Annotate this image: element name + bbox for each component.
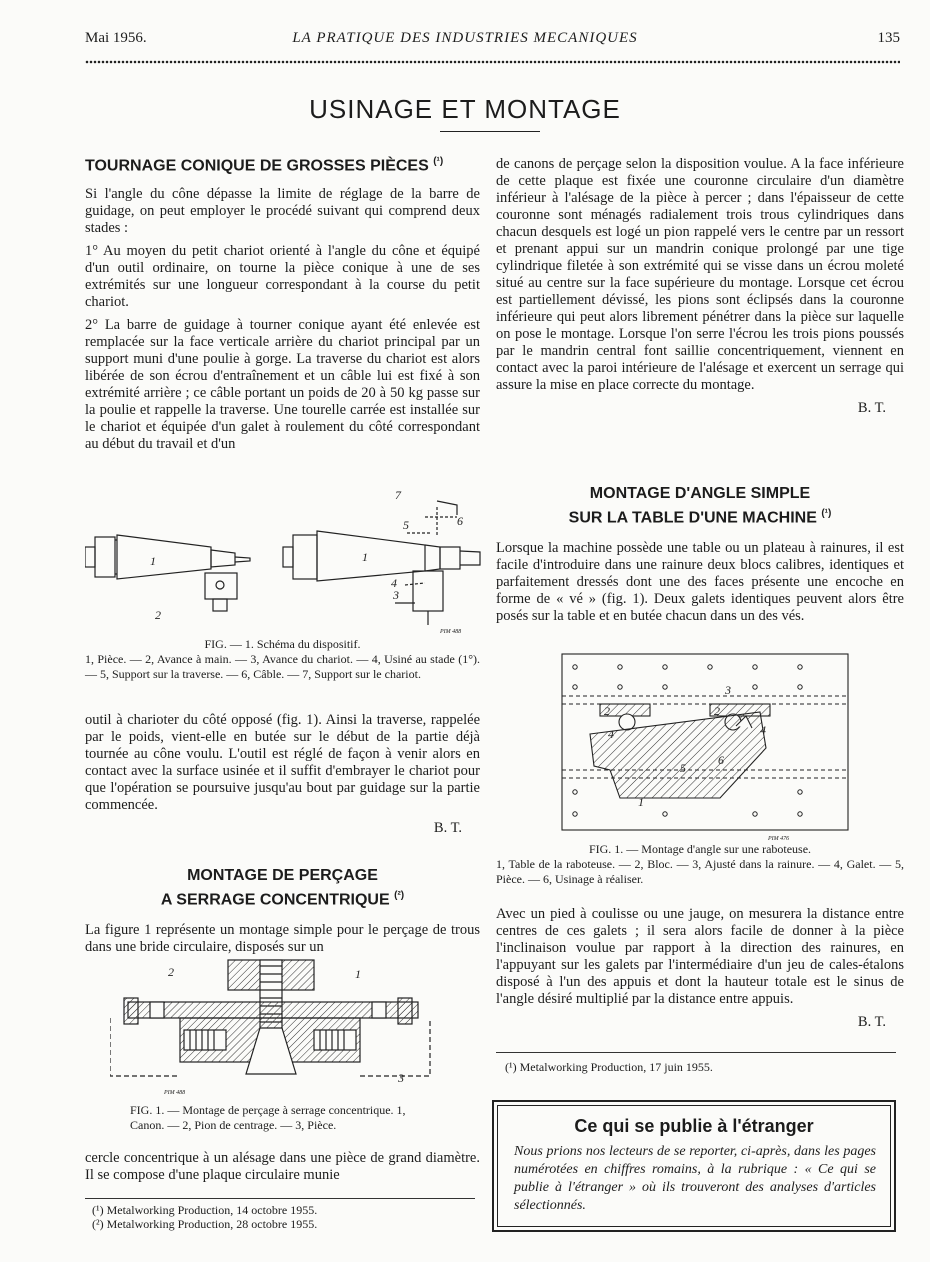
angle-fig-code: PIM 476 xyxy=(768,836,790,842)
article1-paragraph-2: 1° Au moyen du petit chariot orienté à l'angle du cône et équipé d'un outil ordinaire, on tourne la pièce conique à une de ses extrémités sur une longueur correspondant à la course du petit chariot. xyxy=(85,243,480,311)
lathe-schematic-figure xyxy=(85,485,485,635)
article2-continuation xyxy=(85,1150,480,1190)
article1-note: (¹) xyxy=(433,156,444,167)
article3-note: (¹) xyxy=(821,508,832,519)
article1-paragraph-4: outil à charioter du côté opposé (fig. 1). Ainsi la traverse, rappelée par le poids, vient-elle en butée sur le début de la partie déjà tournée au cône voulu. L'outil est réglé de façon à venir alors en contact avec la surface usinée et il suffit d'embrayer le chariot pour que l'opération se poursuive jusqu'au bout par guidage sur la partie commencée. xyxy=(85,712,480,813)
angle-fig-caption-text: 1, Table de la raboteuse. — 2, Bloc. — 3, Ajusté dans la rainure. — 4, Galet. — 5, Pièce. — 6, Usinage à réaliser. xyxy=(496,857,904,886)
angle-label-6: 6 xyxy=(718,753,724,767)
footnote-2: (²) Metalworking Production, 28 octobre 1955. xyxy=(92,1217,318,1231)
angle-fig-caption-title: FIG. 1. — Montage d'angle sur une raboteuse. xyxy=(588,842,812,856)
article2-paragraph-2: cercle concentrique à un alésage dans une pièce de grand diamètre. Il se compose d'une plaque circulaire munie xyxy=(85,1150,480,1183)
fig1-label-7: 7 xyxy=(395,488,401,502)
header-journal: LA PRATIQUE DES INDUSTRIES MECANIQUES xyxy=(292,30,638,46)
article3-paragraph-2: Avec un pied à coulisse ou une jauge, on mesurera la distance entre centres de ces galets ; il sera alors facile de donner à la pièce l'inclinaison voulue par rapport à la direction des rainures, en l'appuyant sur les galets par l'intermédiaire d'un jeu de cales-étalons disposé à l'un des appuis et dont la hauteur totale est le sinus de l'angle désiré multiplié par la distance entre appuis. xyxy=(496,906,904,1007)
angle-label-2-right: 2 xyxy=(714,704,720,718)
fig1-label-4: 4 xyxy=(391,576,397,590)
angle-label-3: 3 xyxy=(725,683,731,697)
article1-title: TOURNAGE CONIQUE DE GROSSES PIÈCES $^{(^1)}$ xyxy=(85,156,444,175)
angle-label-1: 1 xyxy=(638,795,644,809)
footnotes-left xyxy=(92,1203,482,1231)
fig1-label-5: 5 xyxy=(403,518,409,532)
article2-paragraph-3: de canons de perçage selon la disposition voulue. A la face inférieure de cette plaque est fixée une couronne circulaire d'un diamètre inférieur à l'alésage de la pièce à percer ; dans l'épaisseur de cette couronne sont ménagés radialement trois trous cylindriques dans chacun desquels est logé un pion rappelé vers le centre par un ressort et prenant appui sur un mandrin conique prolongé par une tige cylindrique filetée à son extrémité qui se visse dans un écrou moleté situé au centre sur la face supérieure du montage. Lorsque cet écrou est partiellement dévissé, les pions sont éclipsés dans la couronne inférieure qui peut alors librement pénétrer dans la pièce sur laquelle on pose le montage. Lorsque l'on serre l'écrou les trois pions poussés par le mandrin central font saillie concentriquement, viennent en contact avec la paroi intérieure de l'alésage et exercent un serrage qui assure la mise en place correcte du montage. xyxy=(496,156,904,393)
article1 xyxy=(85,152,480,459)
fig1-label-piece-right: 1 xyxy=(362,550,368,564)
angle-label-2-left: 2 xyxy=(604,704,610,718)
fig1-label-2: 2 xyxy=(155,608,161,622)
box-text: Nous prions nos lecteurs de se reporter, ci-après, dans les pages numérotées en chiffres romains, à la rubrique : « Ce qui se publie à l'étranger » où ils trouveront des analyses d'articles sélectionnés. xyxy=(514,1144,876,1213)
angle-label-4-left: 4 xyxy=(608,727,614,741)
drilling-jig-figure xyxy=(110,958,440,1098)
article2-note: (²) xyxy=(394,890,405,901)
article2-right-continuation xyxy=(496,156,904,417)
fig1-caption-text: 1, Pièce. — 2, Avance à main. — 3, Avance du chariot. — 4, Usiné au stade (1°). — 5, Support sur la traverse. — 6, Câble. — 7, Support sur le chariot. xyxy=(85,652,480,681)
article2-paragraph-1: La figure 1 représente un montage simple pour le perçage de trous dans une bride circulaire, disposés sur un xyxy=(85,922,480,956)
article3-title-line2: SUR LA TABLE D'UNE MACHINE $^{(^1)}$ xyxy=(568,508,832,527)
article3-continuation xyxy=(496,906,904,1031)
article1-continuation xyxy=(85,712,480,837)
foreign-publications-box xyxy=(492,1100,896,1232)
article3-title-line1: MONTAGE D'ANGLE SIMPLE xyxy=(589,485,811,502)
footnote-1: (¹) Metalworking Production, 14 octobre 1955. xyxy=(92,1203,318,1217)
angle-label-5: 5 xyxy=(680,761,686,775)
jig-code: PIM 488 xyxy=(164,1090,186,1096)
box-title: Ce qui se publie à l'étranger xyxy=(574,1116,814,1136)
header-date: Mai 1956. xyxy=(85,30,147,46)
article1-paragraph-3: 2° La barre de guidage à tourner conique ayant été enlevée est remplacée sur la face verticale arrière du chariot principal par un support muni d'une poulie à gorge. La traverse du chariot est alors libérée de son écrou d'entraînement et un câble lui est fixé à son extrémité arrière ; ce câble portant un poids de 20 à 50 kg passe sur la poulie et rappelle la traverse. Une tourelle carrée est installée sur le chariot et équipée d'un galet à roulement du côté correspondant au début du travail et d'un xyxy=(85,317,480,453)
fig1-caption-title: FIG. — 1. Schéma du dispositif. xyxy=(204,637,361,651)
page-number: 135 xyxy=(877,30,900,46)
article2 xyxy=(85,866,480,962)
article3-footnote: (¹) Metalworking Production, 17 juin 1955. xyxy=(505,1060,713,1074)
jig-label-3: 3 xyxy=(398,1071,404,1085)
footnote-rule-left xyxy=(85,1198,475,1199)
article3 xyxy=(496,484,904,631)
article2-title-line1: MONTAGE DE PERÇAGE xyxy=(187,867,378,884)
article1-signature: B. T. xyxy=(433,820,462,836)
fig1-label-6: 6 xyxy=(457,514,463,528)
jig-label-2: 2 xyxy=(168,965,174,979)
angle-fig-caption xyxy=(496,842,904,887)
footnote-rule-right xyxy=(496,1052,896,1053)
jig-label-1: 1 xyxy=(355,967,361,981)
article1-paragraph-1: Si l'angle du cône dépasse la limite de réglage de la barre de guidage, on peut employer le procédé suivant qui comprend deux stades : xyxy=(85,186,480,237)
angle-mounting-figure xyxy=(560,652,850,842)
article3-paragraph-1: Lorsque la machine possède une table ou un plateau à rainures, il est facile d'introduire dans une rainure deux blocs calibres, identiques et parfaitement dressés dont une des faces présente une encoche en forme de « vé » (fig. 1). Deux galets identiques peuvent alors être posés sur la table et en butée chacun dans un des vés. xyxy=(496,540,904,625)
dotted-rule xyxy=(85,60,900,64)
angle-label-4-right: 4 xyxy=(760,723,766,737)
fig1-label-piece-left: 1 xyxy=(150,554,156,568)
fig1-caption xyxy=(85,637,480,682)
jig-caption: FIG. 1. — Montage de perçage à serrage concentrique. 1, Canon. — 2, Pion de centrage. — 3, Pièce. xyxy=(130,1103,406,1132)
fig1-label-3: 3 xyxy=(393,588,399,602)
article2-signature: B. T. xyxy=(857,400,886,416)
article2-title-line2: A SERRAGE CONCENTRIQUE $^{(^2)}$ xyxy=(160,890,405,909)
main-title: USINAGE ET MONTAGE xyxy=(309,94,621,124)
article3-signature: B. T. xyxy=(857,1014,886,1030)
fig1-code: PIM 488 xyxy=(440,629,462,635)
title-underline xyxy=(440,131,540,132)
